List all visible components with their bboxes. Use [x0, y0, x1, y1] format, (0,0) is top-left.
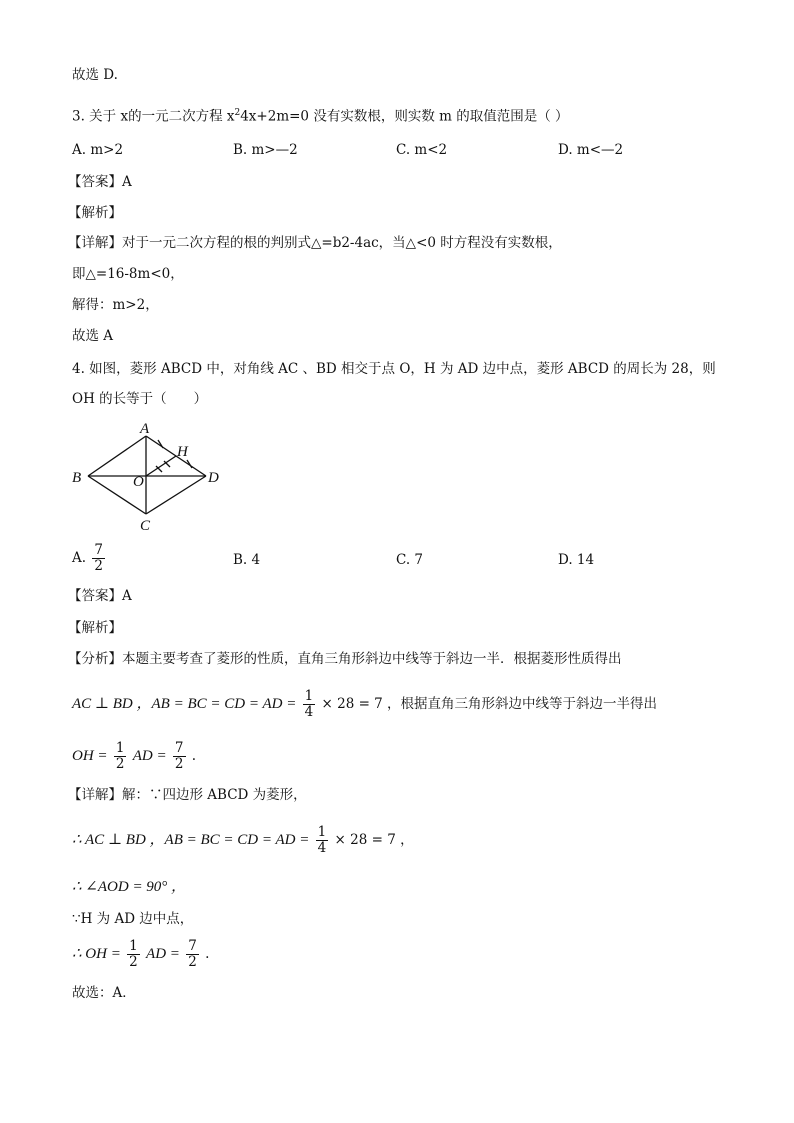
fraction-seven-halves: [173, 741, 186, 772]
fraction-seven-halves: [186, 939, 199, 970]
q4-answer: 【答案】A: [68, 588, 132, 604]
rhombus-figure: [66, 418, 226, 534]
detail-2-text: ∴ ∠AOD = 90° ，: [72, 879, 187, 895]
question-3: [72, 104, 569, 126]
fraction-denominator: 2: [94, 558, 103, 574]
q4-detail-formula-4: [72, 938, 209, 970]
formula-2-left: OH =: [72, 748, 108, 764]
fraction-numerator: 1: [129, 938, 138, 954]
fraction-numerator: 7: [94, 542, 103, 558]
fraction-one-quarter: [303, 689, 316, 720]
formula-2-end: .: [191, 748, 197, 764]
q3-step-2: 解得：m>2，: [72, 297, 159, 313]
formula-2-mid: AD =: [132, 748, 167, 764]
q4-detail: 【详解】解：∵四边形 ABCD 为菱形，: [68, 787, 307, 803]
q4-option-b: B. 4: [233, 552, 261, 568]
q3-prefix: 3. 关于 x的一元二次方程 x: [72, 108, 235, 125]
formula-1-left: AC ⊥ BD ，AB = BC = CD = AD =: [72, 696, 297, 712]
label-d: D: [208, 470, 219, 486]
label-a: A: [140, 421, 150, 437]
detail-1-right: × 28 = 7 ，: [334, 832, 414, 848]
detail-4-end: .: [205, 946, 210, 962]
q3-exponent: 2: [234, 108, 241, 118]
formula-1-right: × 28 = 7 ，根据直角三角形斜边中线等于斜边一半得出: [321, 696, 658, 712]
detail-4-mid: AD =: [146, 946, 180, 962]
side-ab: [88, 436, 146, 476]
q3-step-1: 即△=16-8m<0，: [72, 266, 184, 282]
q4-detail-3: ∵H 为 AD 边中点，: [72, 911, 194, 927]
fraction-one-half: [114, 741, 127, 772]
q3-analysis: 【解析】: [68, 205, 122, 221]
q3-option-d: D. m<—2: [558, 142, 624, 158]
fraction-numerator: 1: [317, 824, 327, 840]
q4-option-a-letter: A.: [72, 550, 87, 566]
q3-option-c: C. m<2: [396, 142, 448, 158]
question-4-line-1: 4. 如图，菱形 ABCD 中，对角线 AC 、BD 相交于点 O，H 为 AD 边中点，菱形 ABCD 的周长为 28，则: [72, 361, 716, 377]
q4-detail-2: [72, 878, 186, 896]
q4-formula-2: [72, 740, 196, 772]
segment-oh: [146, 456, 176, 476]
detail-1-left: ∴ AC ⊥ BD ，AB = BC = CD = AD =: [72, 832, 310, 848]
fraction-numerator: 7: [174, 740, 184, 756]
label-b: B: [72, 470, 82, 486]
fraction-numerator: 1: [304, 688, 314, 704]
label-c: C: [140, 518, 151, 534]
q3-option-a: A. m>2: [72, 142, 124, 158]
fraction-one-half: [127, 939, 140, 970]
prev-answer: 故选 D.: [72, 67, 118, 83]
q3-final: 故选 A: [72, 328, 114, 344]
q4-option-d: D. 14: [558, 552, 595, 568]
fraction-numerator: 7: [188, 938, 197, 954]
fraction-denominator: 4: [304, 704, 314, 720]
q4-analysis: 【解析】: [68, 620, 122, 636]
q4-option-c: C. 7: [396, 552, 424, 568]
q3-answer: 【答案】A: [68, 174, 132, 190]
label-o: O: [133, 474, 144, 490]
fraction-denominator: 2: [188, 954, 197, 970]
q3-detail: 【详解】对于一元二次方程的根的判别式△=b2-4ac，当△<0 时方程没有实数根，: [68, 235, 562, 251]
q4-detail-formula-1: [72, 824, 414, 856]
fraction-denominator: 4: [317, 840, 327, 856]
fraction-denominator: 2: [115, 756, 125, 772]
fraction-seven-halves: [92, 543, 105, 574]
fraction-one-quarter: [316, 825, 329, 856]
question-4-line-2: OH 的长等于（ ）: [72, 391, 208, 407]
q3-rest: 4x+2m=0 没有实数根，则实数 m 的取值范围是（ ）: [240, 108, 569, 125]
q4-fenxi: 【分析】本题主要考查了菱形的性质，直角三角形斜边中线等于斜边一半．根据菱形性质得出: [68, 651, 622, 667]
fraction-denominator: 2: [129, 954, 138, 970]
q4-formula-1: [72, 688, 657, 720]
fraction-denominator: 2: [174, 756, 184, 772]
side-cd: [146, 476, 206, 514]
q4-final: 故选：A．: [72, 985, 136, 1001]
detail-4-left: ∴ OH =: [72, 946, 121, 962]
q3-option-b: B. m>—2: [233, 142, 298, 158]
fraction-numerator: 1: [115, 740, 125, 756]
label-h: H: [177, 444, 188, 460]
q4-option-a: [72, 543, 107, 574]
